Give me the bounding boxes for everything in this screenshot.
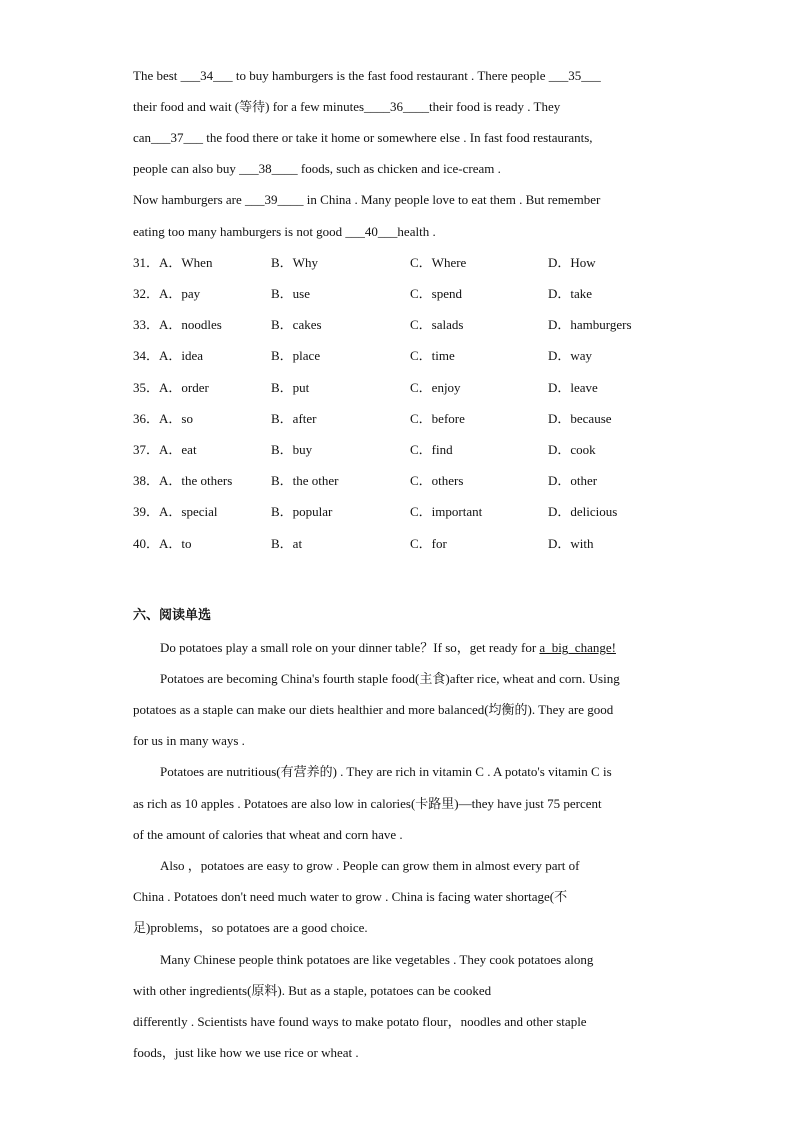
cloze-line: their food and wait (等待) for a few minutes____36____their food is ready . They	[133, 99, 561, 114]
reading-line: Potatoes are becoming China's fourth staple food(主食)after rice, wheat and corn. Using	[160, 671, 620, 686]
question-34	[133, 348, 693, 364]
reading-line: Potatoes are nutritious(有营养的) . They are rich in vitamin C . A potato's vitamin C is	[160, 764, 612, 779]
option-a[interactable]: 38．A．the others	[133, 473, 233, 488]
option-b[interactable]: B．cakes	[271, 317, 322, 332]
option-a[interactable]: 32．A．pay	[133, 286, 201, 301]
reading-line: Also ，potatoes are easy to grow . People can grow them in almost every part of	[160, 858, 580, 873]
option-d[interactable]: D．cook	[548, 442, 596, 457]
option-a[interactable]: 34．A．idea	[133, 348, 204, 363]
option-d[interactable]: D．hamburgers	[548, 317, 632, 332]
option-c[interactable]: C．Where	[410, 255, 467, 270]
option-d[interactable]: D．with	[548, 536, 594, 551]
option-c[interactable]: C．salads	[410, 317, 464, 332]
option-d[interactable]: D．How	[548, 255, 596, 270]
option-a[interactable]: 33．A．noodles	[133, 317, 222, 332]
option-b[interactable]: B．popular	[271, 504, 333, 519]
option-c[interactable]: C．find	[410, 442, 453, 457]
section-title: 六、阅读单选	[133, 608, 212, 623]
question-31	[133, 255, 693, 271]
option-b[interactable]: B．put	[271, 380, 310, 395]
question-40	[133, 536, 693, 552]
big-change-underlined: a_big_change!	[539, 640, 616, 655]
option-a[interactable]: 40．A．to	[133, 536, 192, 551]
question-33	[133, 317, 693, 333]
option-b[interactable]: B．Why	[271, 255, 318, 270]
option-c[interactable]: C．for	[410, 536, 447, 551]
option-d[interactable]: D．other	[548, 473, 598, 488]
option-b[interactable]: B．use	[271, 286, 311, 301]
reading-line: foods，just like how we use rice or wheat .	[133, 1045, 359, 1060]
option-c[interactable]: C．others	[410, 473, 464, 488]
question-38	[133, 473, 693, 489]
option-a[interactable]: 39．A．special	[133, 504, 218, 519]
option-d[interactable]: D．because	[548, 411, 612, 426]
option-d[interactable]: D．take	[548, 286, 593, 301]
option-b[interactable]: B．the other	[271, 473, 339, 488]
question-37	[133, 442, 693, 458]
option-c[interactable]: C．spend	[410, 286, 463, 301]
option-b[interactable]: B．buy	[271, 442, 313, 457]
question-39	[133, 504, 693, 520]
reading-line: differently . Scientists have found ways to make potato flour，noodles and other staple	[133, 1014, 587, 1029]
cloze-line: The best ___34___ to buy hamburgers is the fast food restaurant . There people ___35___	[133, 68, 601, 83]
option-c[interactable]: C．time	[410, 348, 455, 363]
option-b[interactable]: B．after	[271, 411, 317, 426]
reading-intro-text: Do potatoes play a small role on your dinner table？If so，get ready for	[160, 640, 540, 655]
question-36	[133, 411, 693, 427]
option-c[interactable]: C．before	[410, 411, 465, 426]
question-35	[133, 380, 693, 396]
reading-line: 足)problems，so potatoes are a good choice.	[133, 920, 368, 935]
option-d[interactable]: D．way	[548, 348, 593, 363]
option-a[interactable]: 36．A．so	[133, 411, 193, 426]
option-b[interactable]: B．at	[271, 536, 303, 551]
option-a[interactable]: 31．A．When	[133, 255, 213, 270]
option-c[interactable]: C．enjoy	[410, 380, 461, 395]
option-c[interactable]: C．important	[410, 504, 483, 519]
option-a[interactable]: 35．A．order	[133, 380, 209, 395]
reading-line: Many Chinese people think potatoes are like vegetables . They cook potatoes along	[160, 952, 594, 967]
reading-line: with other ingredients(原料). But as a staple, potatoes can be cooked	[133, 983, 492, 998]
reading-line: China . Potatoes don't need much water to grow . China is facing water shortage(不	[133, 889, 568, 904]
reading-line	[160, 640, 616, 656]
cloze-line: Now hamburgers are ___39____ in China . Many people love to eat them . But remember	[133, 192, 601, 207]
option-a[interactable]: 37．A．eat	[133, 442, 197, 457]
reading-line: of the amount of calories that wheat and corn have .	[133, 827, 403, 842]
reading-line: as rich as 10 apples . Potatoes are also low in calories(卡路里)—they have just 75 percent	[133, 796, 602, 811]
reading-line: for us in many ways .	[133, 733, 245, 748]
option-d[interactable]: D．leave	[548, 380, 598, 395]
cloze-line: can___37___ the food there or take it home or somewhere else . In fast food restaurants,	[133, 130, 593, 145]
cloze-line: eating too many hamburgers is not good ___40___health .	[133, 224, 436, 239]
question-32	[133, 286, 693, 302]
option-d[interactable]: D．delicious	[548, 504, 618, 519]
option-b[interactable]: B．place	[271, 348, 321, 363]
cloze-line: people can also buy ___38____ foods, such as chicken and ice-cream .	[133, 161, 501, 176]
reading-line: potatoes as a staple can make our diets healthier and more balanced(均衡的). They are good	[133, 702, 614, 717]
